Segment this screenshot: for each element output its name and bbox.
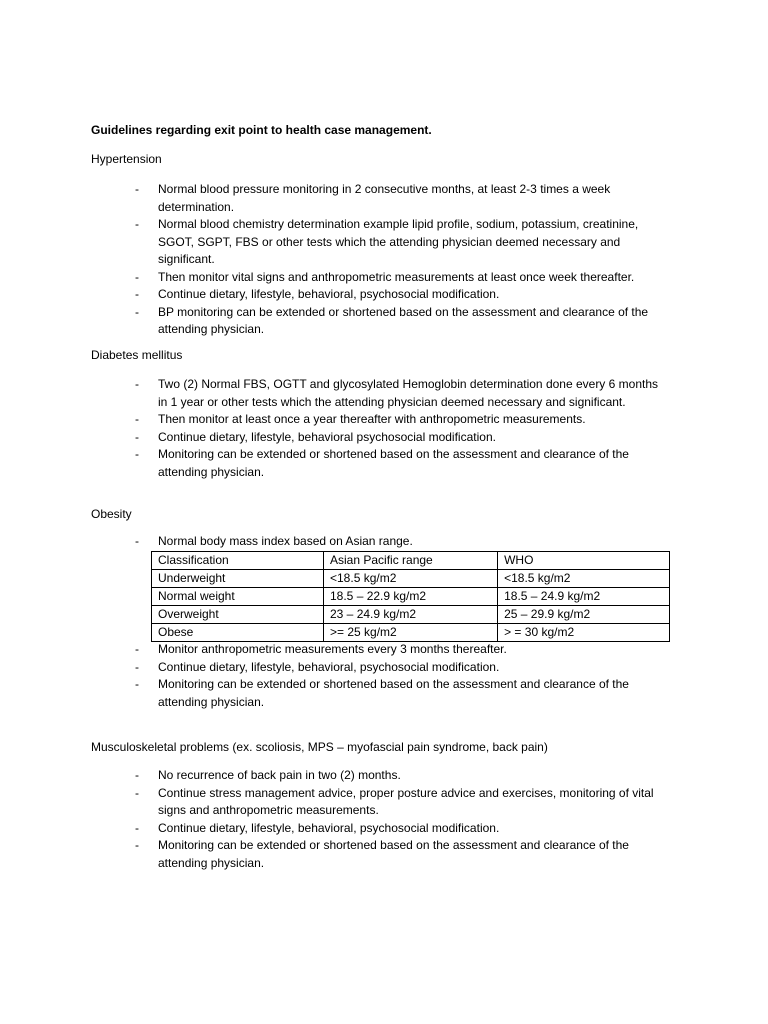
- hypertension-list: [0, 181, 768, 339]
- list-item: - Continue dietary, lifestyle, behavioral, psychosocial modification.: [0, 659, 664, 677]
- table-header-row: [152, 552, 670, 570]
- list-item: - No recurrence of back pain in two (2) months.: [0, 767, 664, 785]
- bullet-dash: -: [135, 659, 139, 674]
- list-item: - Two (2) Normal FBS, OGTT and glycosylated Hemoglobin determination done every 6 months in 1 year or other tests which the attending physician deemed necessary and significant.: [135, 377, 659, 409]
- bullet-dash: -: [135, 534, 139, 548]
- bullet-dash: -: [135, 642, 139, 656]
- list-item: - Normal body mass index based on Asian range.: [0, 533, 664, 551]
- bmi-table: [151, 551, 670, 642]
- table-cell: 25 – 29.9 kg/m2: [498, 606, 670, 624]
- table-row: [152, 570, 670, 588]
- list-item: - Then monitor at least once a year thereafter with anthropometric measurements.: [0, 411, 664, 429]
- table-cell: > = 30 kg/m2: [498, 624, 670, 642]
- diabetes-list: [0, 376, 768, 481]
- list-item: - Normal blood pressure monitoring in 2 consecutive months, at least 2-3 times a week determination.: [135, 182, 611, 214]
- table-header-cell: Asian Pacific range: [324, 552, 498, 570]
- table-cell: Normal weight: [152, 588, 324, 606]
- list-item: - Normal blood chemistry determination example lipid profile, sodium, potassium, creatinine, SGOT, SGPT, FBS or other tests which the attending physician deemed necessary and significant.: [135, 217, 639, 266]
- list-item: - Continue dietary, lifestyle, behavioral psychosocial modification.: [0, 429, 664, 447]
- bullet-dash: -: [135, 785, 139, 800]
- list-item: - Continue dietary, lifestyle, behavioral, psychosocial modification.: [0, 286, 664, 304]
- list-item: - Then monitor vital signs and anthropometric measurements at least once week thereafter.: [0, 269, 664, 287]
- section-heading-diabetes: Diabetes mellitus: [91, 348, 183, 362]
- table-header-cell: Classification: [152, 552, 324, 570]
- table-cell: 18.5 – 24.9 kg/m2: [498, 588, 670, 606]
- list-item: - Monitor anthropometric measurements every 3 months thereafter.: [0, 641, 664, 659]
- list-item: - Monitoring can be extended or shortened based on the assessment and clearance of the attending physician.: [135, 677, 629, 709]
- bullet-dash: -: [135, 429, 139, 444]
- list-item: - BP monitoring can be extended or shortened based on the assessment and clearance of the attending physician.: [135, 304, 649, 336]
- table-header-cell: WHO: [498, 552, 670, 570]
- list-item: - Monitoring can be extended or shortened based on the assessment and clearance of the attending physician.: [135, 838, 629, 870]
- section-heading-musculoskeletal: Musculoskeletal problems (ex. scoliosis, MPS – myofascial pain syndrome, back pain): [91, 740, 548, 754]
- list-item: - Continue dietary, lifestyle, behavioral, psychosocial modification.: [0, 820, 664, 838]
- bullet-dash: -: [135, 182, 139, 196]
- bullet-dash: -: [135, 768, 139, 782]
- bullet-dash: -: [135, 447, 139, 461]
- table-row: [152, 588, 670, 606]
- bullet-dash: -: [135, 217, 139, 231]
- obesity-intro-list: [0, 533, 768, 551]
- section-heading-obesity: Obesity: [91, 507, 132, 521]
- table-cell: >= 25 kg/m2: [324, 624, 498, 642]
- bullet-dash: -: [135, 412, 139, 426]
- section-heading-hypertension: Hypertension: [91, 152, 162, 166]
- table-row: [152, 624, 670, 642]
- bullet-dash: -: [135, 269, 139, 284]
- bullet-dash: -: [135, 377, 139, 391]
- bullet-dash: -: [135, 838, 139, 852]
- table-row: [152, 606, 670, 624]
- bullet-dash: -: [135, 677, 139, 691]
- table-cell: Underweight: [152, 570, 324, 588]
- table-cell: 18.5 – 22.9 kg/m2: [324, 588, 498, 606]
- obesity-list: [0, 641, 768, 711]
- list-item: - Monitoring can be extended or shortened based on the assessment and clearance of the attending physician.: [135, 447, 629, 479]
- table-cell: Overweight: [152, 606, 324, 624]
- table-cell: <18.5 kg/m2: [324, 570, 498, 588]
- bullet-dash: -: [135, 304, 139, 319]
- bullet-dash: -: [135, 820, 139, 835]
- musculoskeletal-list: [0, 767, 768, 872]
- table-cell: 23 – 24.9 kg/m2: [324, 606, 498, 624]
- bullet-dash: -: [135, 287, 139, 301]
- list-item: - Continue stress management advice, proper posture advice and exercises, monitoring of vital signs and anthropometric measurements.: [135, 785, 654, 817]
- table-cell: Obese: [152, 624, 324, 642]
- page-title: Guidelines regarding exit point to health case management.: [91, 123, 432, 137]
- table-cell: <18.5 kg/m2: [498, 570, 670, 588]
